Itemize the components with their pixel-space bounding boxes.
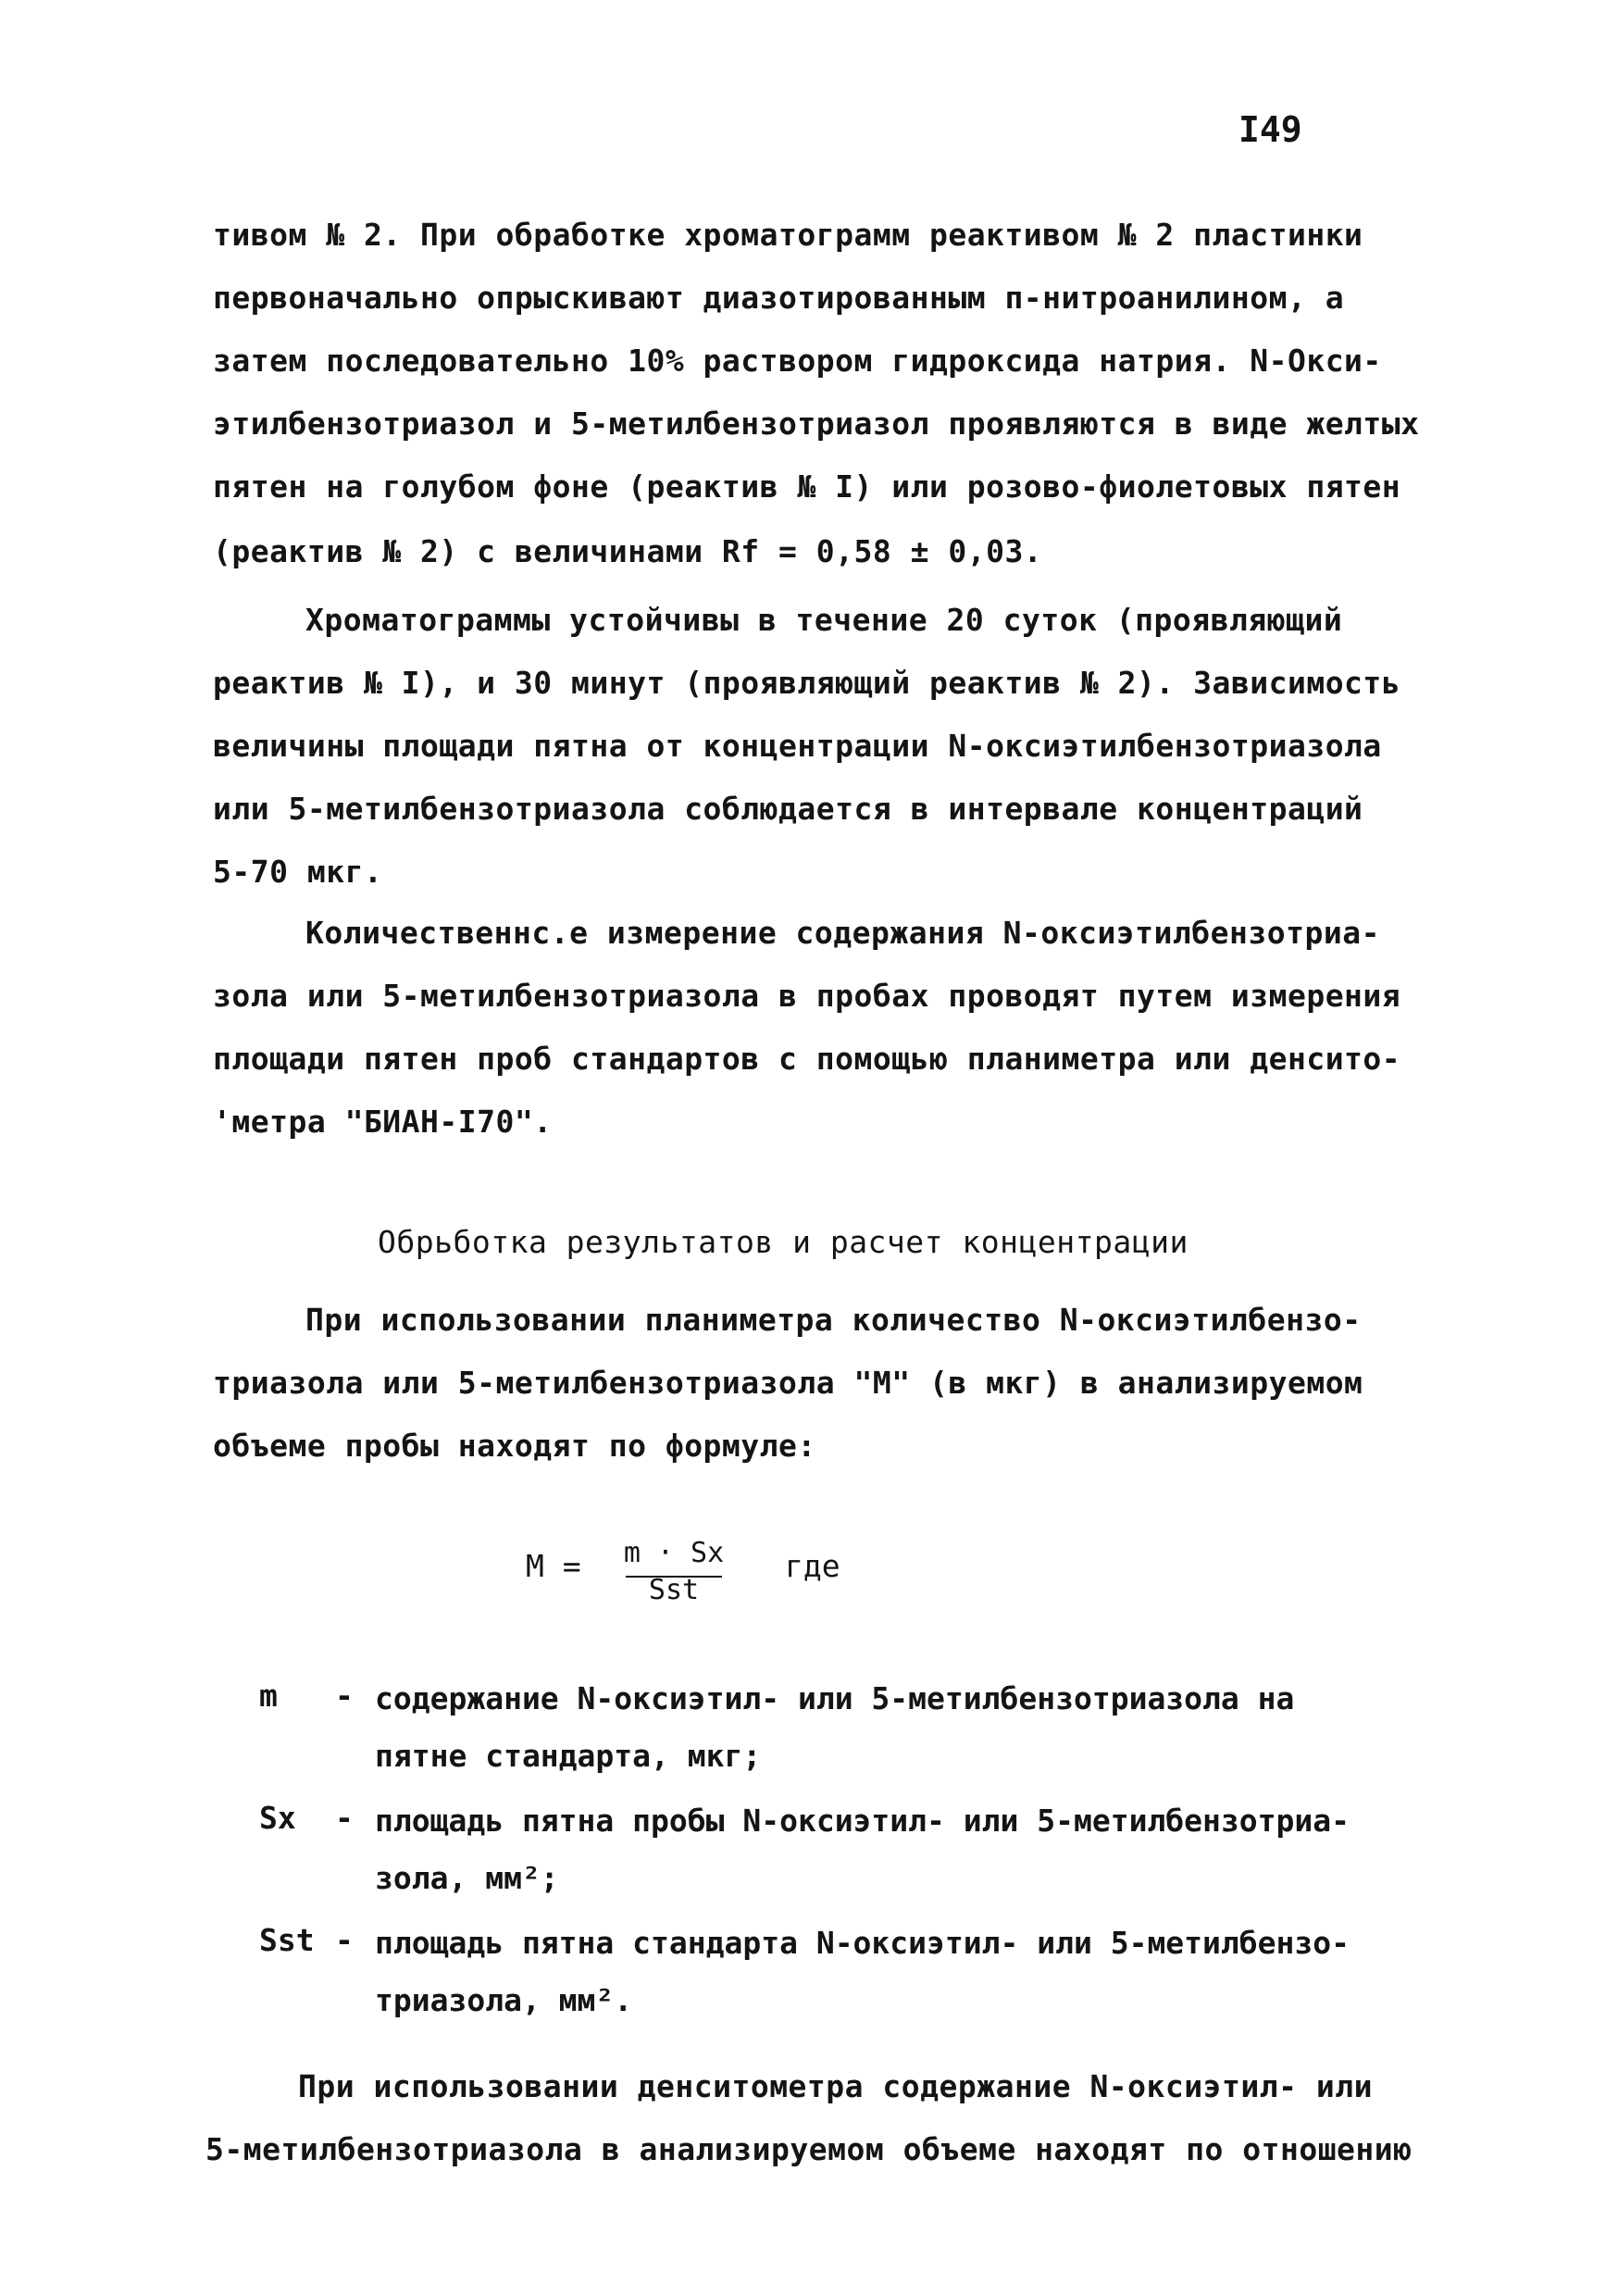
definition-term: m — [259, 1678, 278, 1714]
definition-dash: - — [335, 1800, 354, 1836]
definition-text — [375, 1670, 1294, 1785]
definition-term: Sx — [259, 1800, 296, 1836]
definition-line: пятне стандарта, мкг; — [375, 1738, 762, 1774]
text-line: 'метра "БИАН-I70". — [213, 1104, 553, 1140]
text-line: тивом № 2. При обработке хроматограмм реактивом № 2 пластинки — [213, 217, 1363, 253]
text-line: зола или 5-метилбензотриазола в пробах проводят путем измерения — [213, 978, 1401, 1014]
text-line: Хроматограммы устойчивы в течение 20 суток (проявляющий — [305, 602, 1343, 638]
text-line: или 5-метилбензотриазола соблюдается в интервале концентраций — [213, 791, 1363, 827]
definition-dash: - — [335, 1922, 354, 1958]
formula-denominator: Sst — [648, 1574, 700, 1606]
text-line: (реактив № 2) с величинами Rf = 0,58 ± 0,03. — [213, 533, 1043, 569]
definition-text — [375, 1915, 1350, 2029]
text-line: реактив № I), и 30 минут (проявляющий реактив № 2). Зависимость — [213, 665, 1401, 701]
formula-lhs: M = — [526, 1548, 581, 1584]
definition-line: содержание N-оксиэтил- или 5-метилбензотриазола на — [375, 1680, 1295, 1716]
text-line: Количественнс.е измерение содержания N-оксиэтилбензотриа- — [305, 915, 1380, 951]
definition-text — [375, 1792, 1350, 1907]
section-heading: Обрьботка результатов и расчет концентрации — [378, 1224, 1189, 1260]
definition-dash: - — [335, 1678, 354, 1714]
text-line: объеме пробы находят по формуле: — [213, 1428, 816, 1464]
text-line: пятен на голубом фоне (реактив № I) или розово-фиолетовых пятен — [213, 468, 1401, 505]
definition-term: Sst — [259, 1922, 315, 1958]
text-line: При использовании планиметра количество N-оксиэтилбензо- — [305, 1302, 1362, 1338]
text-line: 5-70 мкг. — [213, 854, 383, 890]
definition-line: площадь пятна пробы N-оксиэтил- или 5-метилбензотриа- — [375, 1803, 1350, 1839]
formula — [526, 1537, 896, 1620]
page-number: I49 — [1238, 109, 1302, 150]
definition-line: зола, мм²; — [375, 1860, 559, 1896]
text-line: затем последовательно 10% раствором гидроксида натрия. N-Окси- — [213, 343, 1382, 379]
text-line: площади пятен проб стандартов с помощью планиметра или денсито- — [213, 1041, 1401, 1077]
text-line: триазола или 5-метилбензотриазола "M" (в мкг) в анализируемом — [213, 1365, 1363, 1401]
text-line: 5-метилбензотриазола в анализируемом объеме находят по отношению — [205, 2131, 1413, 2167]
text-line: этилбензотриазол и 5-метилбензотриазол проявляются в виде желтых — [213, 406, 1420, 442]
definition-line: триазола, мм². — [375, 1982, 633, 2018]
definition-line: площадь пятна стандарта N-оксиэтил- или 5-метилбензо- — [375, 1925, 1350, 1961]
formula-suffix: где — [785, 1548, 840, 1584]
formula-numerator: m · Sx — [623, 1537, 725, 1569]
text-line: При использовании денситометра содержание N-оксиэтил- или — [298, 2068, 1373, 2104]
text-line: величины площади пятна от концентрации N-оксиэтилбензотриазола — [213, 728, 1382, 764]
text-line: первоначально опрыскивают диазотированным п-нитроанилином, а — [213, 280, 1345, 316]
